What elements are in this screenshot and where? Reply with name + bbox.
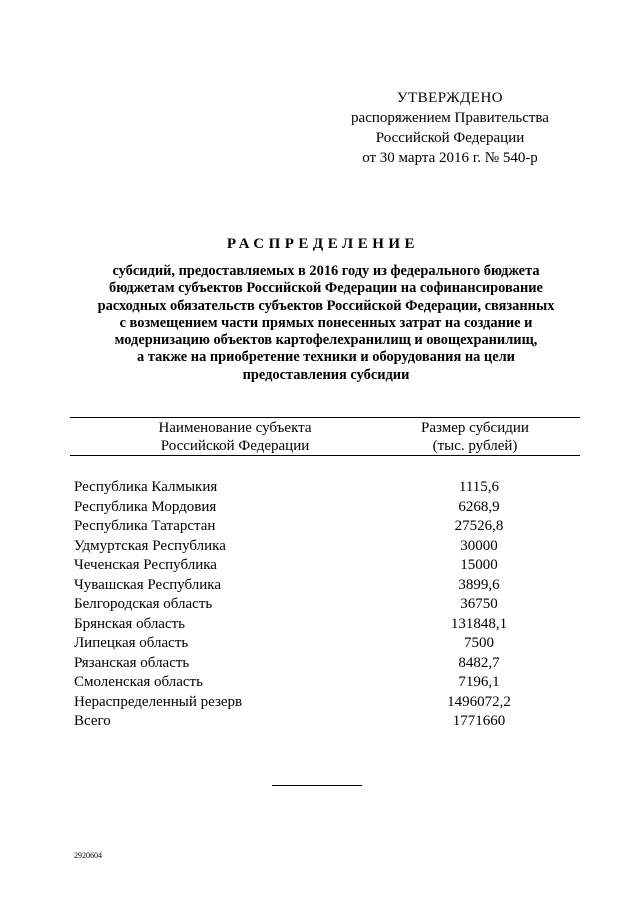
region-name: Республика Татарстан [74, 518, 216, 534]
subtitle-line: предоставления субсидии [242, 366, 410, 383]
closing-rule [272, 785, 362, 786]
table-top-rule [70, 417, 580, 418]
subsidy-amount: 15000 [460, 557, 498, 573]
subtitle-line: с возмещением части прямых понесенных затрат на создание и [119, 314, 533, 331]
subtitle-line: расходных обязательств субъектов Российской Федерации, связанных [97, 297, 555, 314]
table-row [74, 654, 574, 674]
column-header-amount [405, 419, 545, 455]
table-row [74, 537, 574, 557]
region-name: Республика Мордовия [74, 498, 217, 515]
subsidy-amount: 36750 [460, 596, 498, 612]
total-amount: 1771660 [452, 713, 506, 729]
column-header-name-line-1: Наименование субъекта [158, 420, 312, 436]
subtitle-line: модернизацию объектов картофелехранилищ и овощехранилищ, [114, 332, 538, 349]
subsidy-amount: 1115,6 [458, 479, 500, 495]
subsidy-table [74, 478, 574, 732]
subsidy-amount: 7500 [464, 635, 494, 651]
approval-block [340, 88, 560, 168]
table-row [74, 615, 574, 635]
region-name: Брянская область [74, 615, 186, 632]
document-title: РАСПРЕДЕЛЕНИЕ [226, 236, 420, 252]
subsidy-amount: 3899,6 [458, 576, 500, 593]
column-header-name-line-2: Российской Федерации [160, 438, 310, 454]
subsidy-amount: 6268,9 [458, 498, 500, 515]
column-header-amount-line-1: Размер субсидии [421, 420, 529, 436]
region-name: Белгородская область [74, 596, 213, 612]
table-header-rule [70, 455, 580, 456]
region-name: Смоленская область [74, 674, 203, 690]
table-row [74, 673, 574, 693]
total-label: Всего [74, 713, 111, 729]
approval-heading: УТВЕРЖДЕНО [396, 90, 504, 106]
subsidy-amount: 27526,8 [454, 518, 504, 534]
subsidy-amount: 7196,1 [458, 674, 500, 690]
table-row [74, 595, 574, 615]
table-row [74, 517, 574, 537]
column-header-amount-line-2: (тыс. рублей) [432, 438, 518, 454]
region-name: Рязанская область [74, 654, 190, 671]
subtitle-line: бюджетам субъектов Российской Федерации на софинансирование [109, 280, 543, 297]
table-row [74, 498, 574, 518]
table-row [74, 693, 574, 713]
region-name: Республика Калмыкия [74, 479, 218, 495]
approval-line-2: Российской Федерации [375, 130, 525, 146]
column-header-name [130, 419, 340, 455]
subsidy-amount: 8482,7 [458, 654, 500, 671]
document-subtitle [70, 263, 582, 384]
approval-line-1: распоряжением Правительства [351, 110, 549, 126]
region-name: Удмуртская Республика [74, 537, 226, 554]
table-row [74, 576, 574, 596]
region-name: Чеченская Республика [74, 557, 217, 573]
table-row [74, 556, 574, 576]
region-name: Нераспределенный резерв [74, 693, 243, 710]
subtitle-line: а также на приобретение техники и оборудования на цели [137, 349, 515, 366]
approval-line-3: от 30 марта 2016 г. № 540-р [362, 150, 538, 166]
table-row-total [74, 712, 574, 732]
subsidy-amount: 131848,1 [450, 615, 508, 632]
region-name: Липецкая область [74, 635, 189, 651]
region-name: Чувашская Республика [74, 576, 222, 593]
table-row [74, 634, 574, 654]
subsidy-amount: 30000 [460, 537, 498, 554]
subtitle-line: субсидий, предоставляемых в 2016 году из федерального бюджета [112, 263, 540, 279]
table-row [74, 478, 574, 498]
subsidy-amount: 1496072,2 [447, 693, 511, 710]
document-code: 2920604 [74, 851, 102, 860]
